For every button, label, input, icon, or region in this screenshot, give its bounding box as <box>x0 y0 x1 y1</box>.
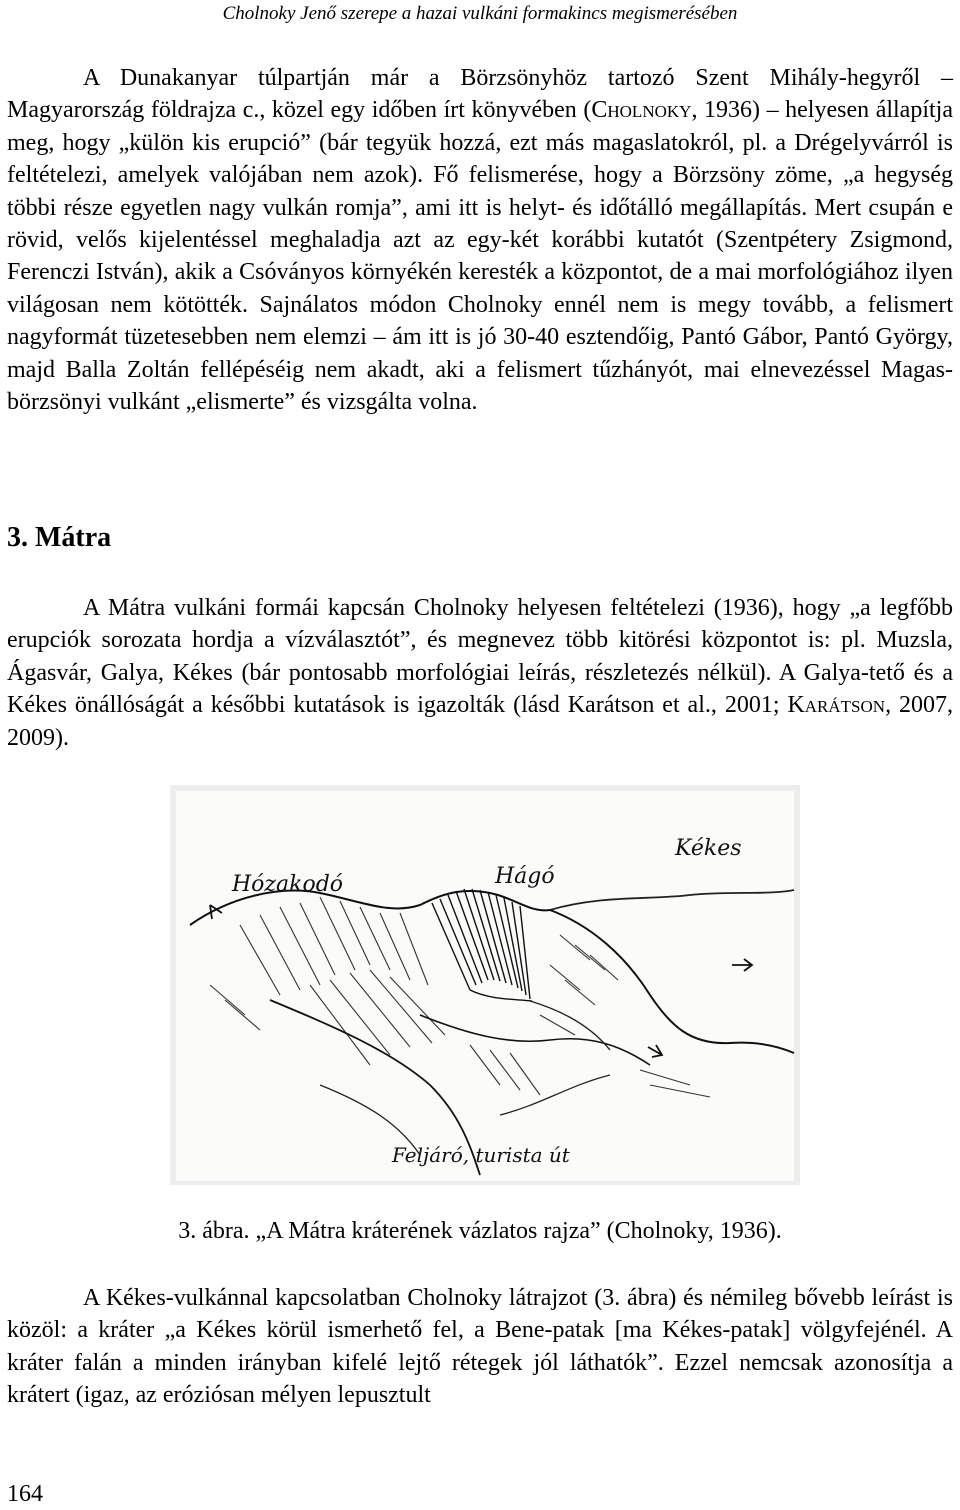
author-name: Karátson <box>787 692 886 719</box>
paragraph-kekes: A Kékes-vulkánnal kapcsolatban Cholnoky látrajzot (3. ábra) és némileg bővebb leírást is közöl: a kráter „a Kékes körül ismerhető fel, a Bene-patak [ma Kékes-patak] völgyfejénél. A kráter falán a minden irányban kifelé lejtő rétegek jól láthatók”. Ezzel nemcsak azonosítja a krátert (igaz, az eróziósan mélyen lepusztult <box>7 1285 953 1409</box>
crater-sketch-figure <box>170 785 800 1185</box>
section-heading: 3. Mátra <box>7 522 112 553</box>
author-name: Cholnoky <box>591 97 692 124</box>
crater-sketch <box>170 785 800 1185</box>
label-hozakodo: Hózakodó <box>232 872 344 897</box>
paragraph-matra: A Mátra vulkáni formái kapcsán Cholnoky helyesen feltételezi (1936), hogy „a legfőbb erupciók sorozata hordja a vízválasztót”, és megnevez több kitörési központot is: pl. Muzsla, Ágasvár, Galya, Kékes (bár pontosabb morfológiai leírás, részletezés nélkül). A Galya-tető és a Kékes önállóságát a későbbi kutatások is igazolták (lásd Karátson et al., 2001; Karátson, 2007, 2009). <box>7 595 954 751</box>
label-kekes: Kékes <box>675 836 742 861</box>
page-number: 164 <box>7 1481 43 1507</box>
label-path: Feljáró, turista út <box>392 1143 570 1167</box>
figure-caption: 3. ábra. „A Mátra kráterének vázlatos rajza” (Cholnoky, 1936). <box>178 1218 782 1244</box>
label-hago: Hágó <box>495 864 555 889</box>
paragraph-borzsony: A Dunakanyar túlpartján már a Börzsönyhöz tartozó Szent Mihály-hegyről – Magyarország földrajza c., közel egy időben írt könyvében (Cholnoky, 1936) – helyesen állapítja meg, hogy „külön kis erupció” (bár tegyük hozzá, ezt más magaslatokról, pl. a Drégelyvárról is feltételezi, amelyek valójában nem azok). Fő felismerése, hogy a Börzsöny zöme, „a hegység többi része egyetlen nagy vulkán romja”, ami itt is helyt- és időtálló megállapítás. Mert csupán e rövid, velős kijelentéssel meghaladja azt az egy-két korábbi kutatót (Szentpétery Zsigmond, Ferenczi István), akik a Csóványos környékén keresték a központot, de a mai morfológiához ilyen világosan nem kötötték. Sajnálatos módon Cholnoky ennél nem is megy tovább, a felismert nagyformát tüzetesebben nem elemzi – ám itt is jó 30-40 esztendőig, Pantó Gábor, Pantó György, majd Balla Zoltán fellépéséig nem akadt, aki a felismert tűzhányót, mai elnevezéssel Magas-börzsönyi vulkánt „elismerte” és vizsgálta volna. <box>7 65 953 416</box>
running-header: Cholnoky Jenő szerepe a hazai vulkáni formakincs megismerésében <box>222 3 738 24</box>
